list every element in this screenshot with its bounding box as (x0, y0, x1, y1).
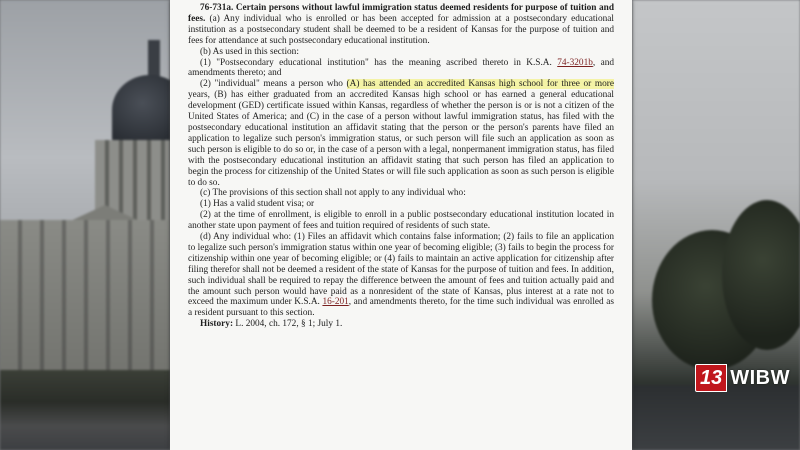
logo-number: 13 (695, 364, 727, 392)
capitol-facade (0, 220, 170, 380)
paragraph-c-intro: (c) The provisions of this section shall not apply to any individual who: (200, 188, 466, 199)
paragraph-b1 (188, 58, 614, 80)
paragraph-b-intro: (b) As used in this section: (200, 46, 299, 57)
paragraph-d-text: (d) Any individual who: (1) Files an affidavit which contains false information; (2) fails to file an application to legalize such person's immigration status within one year of becoming eligible; (3) fails to begin the process for citizenship within one year of becoming eligible; or (4) fails to maintain an active application for citizenship after filing therefor shall not be deemed a resident of the state of Kansas for the purpose of tuition and fees. In addition, such individual shall be required to repay the difference between the amount of fees and tuition actually paid and the amount such person would have paid as a nonresident of the state of Kansas, plus interest at a rate not to exceed the maximum under K.S.A. (188, 232, 614, 308)
paragraph-c1: (1) Has a valid student visa; or (200, 199, 315, 210)
history-text: L. 2004, ch. 172, § 1; July 1. (235, 319, 343, 330)
paragraph-b1-text: (1) "Postsecondary educational institution" has the meaning ascribed thereto in K.S.A. (200, 57, 552, 68)
section-title: Certain persons without lawful immigration status deemed residents for purpose of tuition and fees. (188, 3, 614, 24)
statute-link-16-201[interactable]: 16-201 (322, 297, 349, 308)
paragraph-b2 (188, 79, 614, 188)
highlighted-text: (A) has attended an accredited Kansas high school for three or more (346, 79, 614, 90)
street (632, 385, 800, 450)
paragraph-d-tail: , and amendments thereto, for the time such individual was enrolled as a resident pursuant to this section. (188, 297, 614, 319)
history-line (188, 319, 614, 330)
paragraph-d (188, 232, 614, 319)
paragraph-a: (a) Any individual who is enrolled or has been accepted for admission at a postsecondary educational institution as a postsecondary student shall be deemed to be a resident of Kansas for the purpose of tuition and fees for attendance at such postsecondary educational institution. (188, 13, 614, 46)
statute-document (170, 0, 632, 450)
section-heading-paragraph (188, 3, 614, 47)
paragraph-b1-tail: , and amendments thereto; and (188, 57, 615, 79)
paragraph-b2-text: (2) "individual" means a person who (200, 79, 343, 90)
capitol-lawn (0, 370, 170, 450)
logo-text: WIBW (730, 366, 790, 389)
background-capitol-building (0, 0, 170, 450)
section-number: 76-731a. (200, 3, 234, 13)
paragraph-c2: (2) at the time of enrollment, is eligible to enroll in a public postsecondary educational institution located in another state upon payment of fees and tuition required of residents of such state. (188, 210, 614, 232)
capitol-dome (112, 75, 170, 145)
paragraph-b2-tail: years, (B) has either graduated from an accredited Kansas high school or has earned a general educational development (GED) certificate issued within Kansas, regardless of whether the person is or is not a citizen of the United States of America; and (C) in the case of a person without lawful immigration status, has filed with the postsecondary educational institution an affidavit stating that the person or the person's parents have filed an application to legalize such person's immigration status, or such person will file such an application as soon as such person is eligible to do so or, in the case of a person with a legal, nonpermanent immigration status, has filed with the postsecondary educational institution an affidavit stating that such person has filed an application to begin the process for citizenship of the United States or will file such application as soon as such person is eligible to do so. (188, 90, 615, 188)
history-label: History: (200, 319, 234, 330)
statute-link-74-3201b[interactable]: 74-3201b (557, 57, 593, 68)
station-logo (695, 364, 790, 392)
